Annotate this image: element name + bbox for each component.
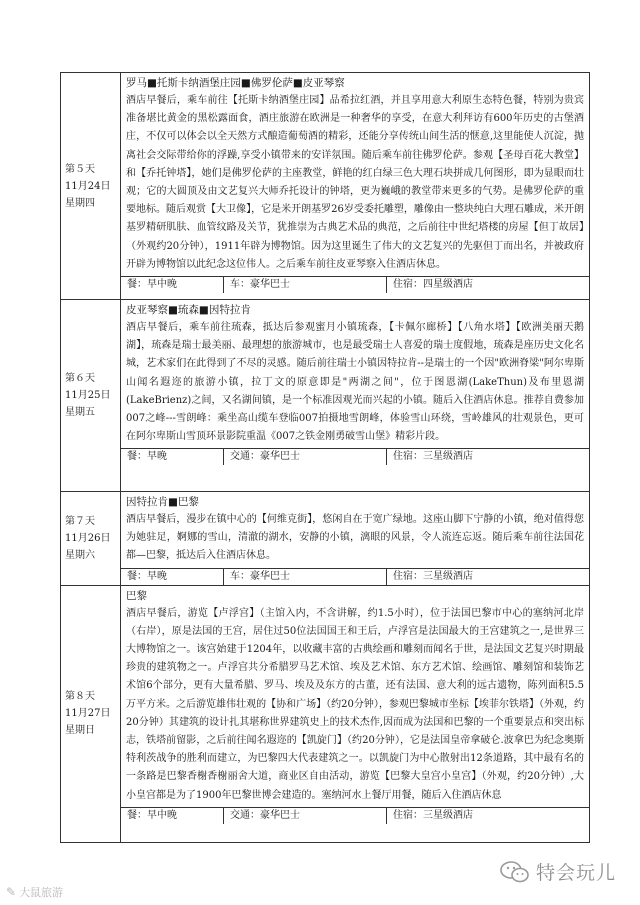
day-date: 11月24日	[65, 180, 111, 192]
day-date: 11月25日	[65, 390, 111, 401]
day-weekday: 星期五	[65, 407, 95, 418]
day-weekday: 星期四	[65, 197, 95, 209]
day-content-cell	[121, 492, 590, 586]
meal-info: 餐：早晚	[121, 449, 224, 465]
day-label-cell	[61, 73, 121, 300]
day-number: 第６天	[65, 373, 95, 384]
day-label-cell	[61, 492, 121, 586]
wechat-icon	[500, 861, 530, 883]
weibo-icon: ✎	[6, 885, 17, 899]
day-row	[61, 585, 590, 842]
hotel-info: 住宿：三星级酒店	[393, 451, 473, 463]
day-description: 酒店早餐后，漫步在镇中心的【何维克街】，悠闲自在于宽广绿地。这座山脚下宁静的小镇，绝对值得您为她驻足，婀娜的雪山，清澈的湖水，安静的小镇，漓眼的风景，令人流连忘返。随后乘车前往法国花都—巴黎，抵达后入住酒店休息。	[126, 514, 584, 562]
day-row	[61, 73, 590, 300]
day-description: 酒店早餐后，乘车前往【托斯卡纳酒堡庄园】品希拉红酒，并且享用意大利原生态特色餐，特别为贵宾准备堪比黄金的黑松露面食，酒庄旅游在欧洲是一种奢华的享受，在意大利拜访有600年历史的古堡酒庄，不仅可以体会以全天然方式酿造葡萄酒的精彩，还能分享传统山间生活的惬意,这里能使人沉淀，抛离社会交际带给你的浮躁,享受小镇带来的安详氛围。随后乘车前往佛罗伦萨。参观【圣母百花大教堂】和【乔托钟塔】，她们是佛罗伦萨的主座教堂，鲜艳的红白绿三色大理石块拼成几何图形，即为显眼而壮观；它的大圆顶及由文艺复兴大师乔托设计的钟塔，更为巍峨的教堂带来更多的气势。是佛罗伦萨的重要地标。随后观赏【大卫像】，它是米开朗基罗26岁受委托雕塑，雕像由一整块纯白大理石雕成，米开朗基罗精研肌肤、血管纹路及关节，犹推崇为古典艺术品的典范，之后前往中世纪塔楼的房屋【但丁故居】（外观约20分钟），1911年辟为博物馆。因为这里诞生了伟大的文艺复兴的先驱但丁而出名，并被政府开辟为博物馆以此纪念这位伟人。之后乘车前往皮亚琴察入住酒店休息。	[126, 95, 584, 270]
day-number: 第７天	[65, 515, 95, 527]
meal-info: 餐：早晚	[121, 569, 224, 585]
hotel-info: 住宿：三星级酒店	[393, 809, 473, 821]
day-footer	[121, 568, 589, 585]
itinerary-table	[60, 72, 590, 843]
day-description: 酒店早餐后，游览【卢浮宫】（主馆入内，不含讲解，约1.5小时），位于法国巴黎市中心的塞纳河北岸（右岸），原是法国的王宫，居住过50位法国国王和王后，卢浮宫是法国最大的王宫建筑之一,是世界三大博物馆之一。该宫始建于1204年，以收藏丰富的古典绘画和雕刻而闻名于世，是法国文艺复兴时期最珍贵的建筑物之一。卢浮宫共分希腊罗马艺术馆、埃及艺术馆、东方艺术馆、绘画馆、雕刻馆和装饰艺术馆6个部分，更有大量希腊、罗马、埃及及东方的古董，还有法国、意大利的远古遗物，陈列面积5.5万平方米。之后游览雄伟壮观的【协和广场】（约20分钟），参观巴黎城市坐标【埃菲尔铁塔】（外观，约20分钟）其建筑的设计扎其堪称世界建筑史上的技术杰作,因而成为法国和巴黎的一个重要景点和突出标志，铁塔前留影，之后前往闻名遐迩的【凯旋门】（约20分钟），它是法国皇帝拿破仑.波拿巴为纪念奥斯特利茨战争的胜利而建立，为巴黎四大代表建筑之一。以凯旋门为中心散射出12条道路，其中最有名的一条路是巴黎香榭香榭丽舍大道，商业区自由活动，游览【巴黎大皇宫小皇宫】（外观，约20分钟）,大小皇宫都是为了1900年巴黎世博会建造的。塞纳河水上餐厅用餐，随后入住酒店休息	[126, 607, 584, 801]
source-watermark-text: 大鼠旅游	[19, 886, 64, 899]
day-label-cell	[61, 300, 121, 492]
day-route: 因特拉肯■巴黎	[126, 496, 199, 508]
day-number: 第８天	[65, 691, 95, 703]
day-row	[61, 492, 590, 586]
day-number: 第５天	[65, 163, 95, 175]
day-description: 酒店早餐后，乘车前往琉森，抵达后参观蜜月小镇琉森，【卡佩尔廊桥】【八角水塔】【欧洲美丽天鹅湖】，琉森是瑞士最美丽、最理想的旅游城市，也是最受瑞士人喜爱的瑞士度假地，琉森是座历史文化名城，艺术家们在此得到了不尽的灵感。随后前往瑞士小镇因特拉肯--是瑞士的一个因"欧洲脊梁"阿尔卑斯山闻名遐迩的旅游小镇，拉丁文的原意即是"两湖之间"，位于图恩湖(LakeThun)及布里恩湖(LakeBrienz)之间，又名湖间镇，是一个标准因观光而兴起的小镇。随后入住酒店休息。推荐自费参加007之峰---雪朗峰：乘坐高山缆车登临007拍摄地雪朗峰，体验雪山环绕，雪岭雄风的壮观景色，更可在阿尔卑斯山雪顶环景影院重温《007之铁金刚勇破雪山堡》精彩片段。	[126, 322, 584, 443]
day-route: 皮亚琴察■琉森■因特拉肯	[126, 304, 251, 316]
itinerary-rows	[61, 73, 590, 843]
day-route: 巴黎	[126, 589, 147, 602]
day-content-cell	[121, 73, 590, 300]
brand-watermark-text: 特会玩儿	[536, 862, 617, 884]
day-route: 罗马■托斯卡纳酒堡庄园■佛罗伦萨■皮亚琴察	[126, 77, 345, 89]
meal-info: 餐：早中晚	[121, 277, 224, 293]
transport-info: 车：豪华巴士	[224, 569, 387, 585]
day-footer	[121, 276, 589, 293]
meal-info: 餐：早中晚	[121, 808, 224, 824]
transport-info: 交通：豪华巴士	[224, 808, 387, 824]
day-footer	[121, 448, 589, 465]
day-content-cell	[121, 585, 590, 842]
day-row	[61, 300, 590, 492]
day-content-cell	[121, 300, 590, 492]
day-date: 11月26日	[65, 532, 111, 544]
hotel-info: 住宿：三星级酒店	[393, 570, 473, 582]
source-watermark	[6, 884, 63, 900]
brand-watermark	[500, 858, 616, 885]
day-footer	[121, 807, 589, 824]
hotel-info: 住宿：四星级酒店	[393, 279, 473, 291]
day-date: 11月27日	[65, 708, 111, 720]
transport-info: 交通：豪华巴士	[224, 449, 387, 465]
day-weekday: 星期日	[65, 725, 95, 737]
transport-info: 车：豪华巴士	[224, 277, 387, 293]
day-weekday: 星期六	[65, 549, 95, 561]
day-label-cell	[61, 585, 121, 842]
